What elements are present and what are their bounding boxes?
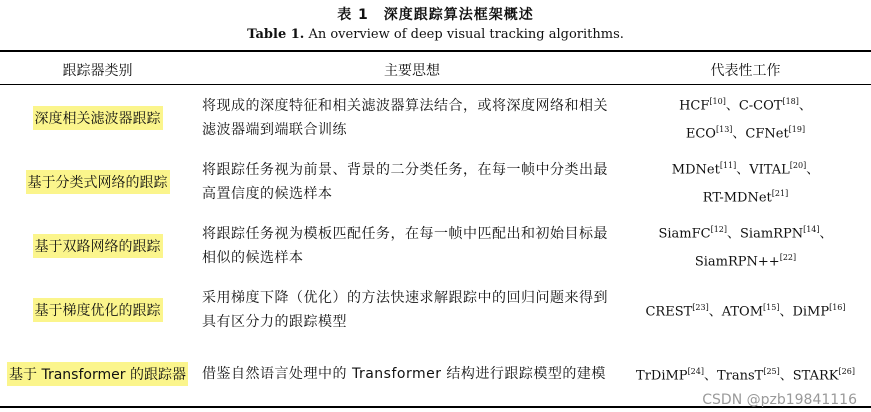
works-cell [620,150,871,214]
idea-cell [202,278,622,342]
header-rule [0,84,871,85]
work-name: ECO [685,126,716,142]
idea-cell [202,214,622,278]
work-name: 、 [806,162,820,177]
citation-ref: [21] [771,189,789,198]
idea-text: 借鉴自然语言处理中的 Transformer 结构进行跟踪模型的建模 [202,366,606,382]
works-line [645,296,845,324]
top-rule [0,50,871,52]
idea-text: 将跟踪任务视为前景、背景的二分类任务，在每一帧中分类出最高置信度的候选样本 [202,162,608,202]
work-name: 、VITAL [736,162,790,177]
work-name: 、STARK [779,368,839,384]
works-cell [620,86,871,150]
category-cell [0,150,195,214]
work-name: 、C-COT [725,98,783,113]
table-row [0,214,871,278]
idea-cell [202,86,622,150]
header-category: 跟踪器类别 [62,63,133,79]
works-line [672,154,819,182]
works-line [679,118,812,146]
works-line [679,90,812,118]
citation-ref: [11] [719,160,737,170]
citation-ref: [14] [803,224,820,234]
table-row [0,150,871,214]
work-name: MDNet [671,162,720,177]
citation-ref: [16] [829,302,846,312]
category-label: 基于分类式网络的跟踪 [26,170,170,194]
category-cell [0,278,195,342]
works-cell [620,214,871,278]
table-row [0,86,871,150]
citation-ref: [26] [838,366,855,376]
work-name: CREST [645,304,693,320]
work-name: 、 [819,226,833,241]
category-label: 基于双路网络的跟踪 [33,234,163,258]
watermark: CSDN @pzb19841116 [702,392,857,408]
category-label: 深度相关滤波器跟踪 [33,106,163,130]
header-idea: 主要思想 [384,63,440,79]
work-name: 、TransT [703,368,764,384]
citation-ref: [10] [709,96,726,106]
work-name: HCF [679,98,710,113]
citation-ref: [23] [692,302,709,312]
work-name: RT-MDNet [702,190,772,206]
table-caption-en [0,27,871,42]
citation-ref: [20] [789,160,807,170]
table-caption-text: An overview of deep visual tracking algorithms. [304,27,624,42]
category-cell [0,86,195,150]
work-name: 、SiamRPN [727,226,804,241]
idea-text: 将跟踪任务视为模板匹配任务，在每一帧中匹配出和初始目标最相似的候选样本 [202,226,608,266]
table-label: Table 1. [247,27,305,42]
work-name: SiamFC [658,226,711,241]
idea-cell [202,150,622,214]
works-line [658,218,832,246]
citation-ref: [13] [715,125,733,134]
category-label: 基于 Transformer 的跟踪器 [7,362,188,386]
category-cell [0,342,195,406]
idea-cell [202,342,622,406]
header-works: 代表性工作 [710,63,781,79]
work-name: 、DiMP [779,304,830,320]
table-caption-cn: 表 1 深度跟踪算法框架概述 [337,7,534,23]
category-cell [0,214,195,278]
citation-ref: [25] [763,366,780,376]
citation-ref: [19] [788,125,806,134]
work-name: SiamRPN++ [694,254,780,270]
table-row [0,278,871,342]
works-line [636,360,855,388]
citation-ref: [12] [710,224,728,234]
works-cell [620,278,871,342]
work-name: 、CFNet [732,126,789,142]
work-name: 、ATOM [708,304,764,320]
citation-ref: [18] [782,96,799,106]
category-label: 基于梯度优化的跟踪 [33,298,163,322]
idea-text: 采用梯度下降（优化）的方法快速求解跟踪中的回归问题来得到具有区分力的跟踪模型 [202,290,608,330]
idea-text: 将现成的深度特征和相关滤波器算法结合，或将深度网络和相关滤波器端到端联合训练 [202,98,608,138]
works-line [672,182,819,210]
citation-ref: [24] [687,366,704,376]
citation-ref: [22] [779,253,797,262]
citation-ref: [15] [763,302,780,312]
work-name: 、 [798,98,812,113]
works-line [658,246,832,274]
work-name: TrDiMP [636,368,688,384]
